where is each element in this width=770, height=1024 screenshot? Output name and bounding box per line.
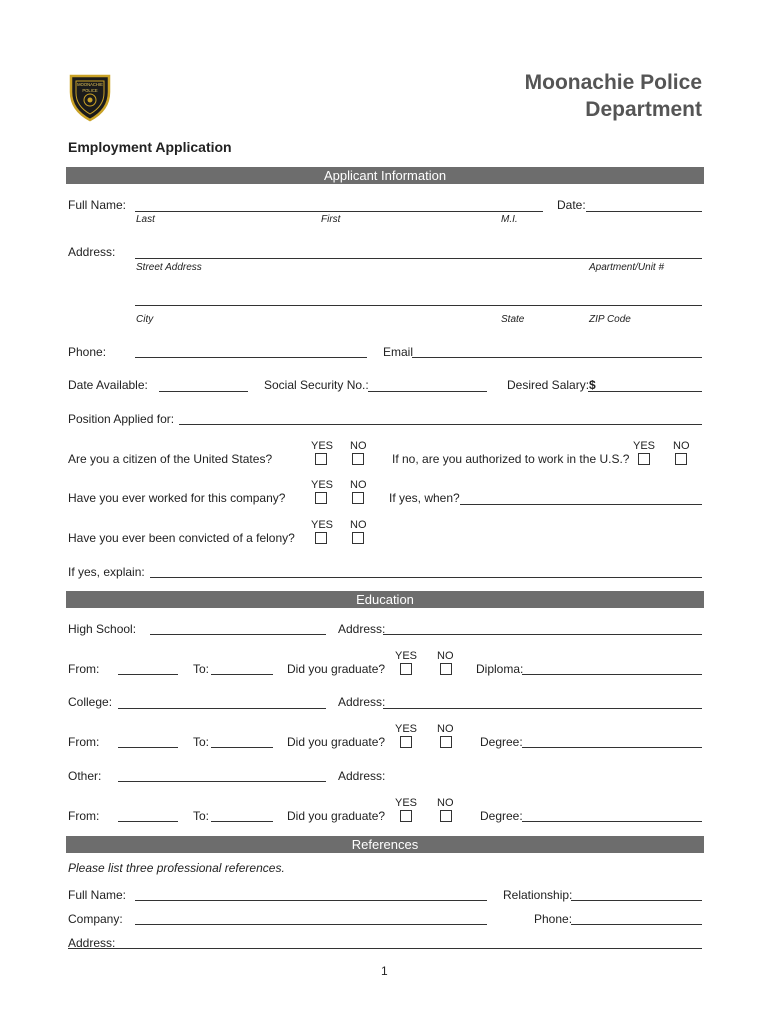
mi-sublabel: M.I. <box>501 214 518 225</box>
felony-yes-label: YES <box>311 519 334 531</box>
department-title-line1: Moonachie Police <box>524 71 702 94</box>
ssn-label: Social Security No.: <box>264 378 369 392</box>
hs-from-field[interactable] <box>118 674 178 675</box>
position-field[interactable] <box>179 424 702 425</box>
hs-to-field[interactable] <box>211 674 273 675</box>
college-graduate-yes-checkbox[interactable] <box>400 736 412 748</box>
college-degree-label: Degree: <box>480 735 523 749</box>
ref-relationship-label: Relationship: <box>503 888 573 902</box>
form-title: Employment Application <box>68 139 232 155</box>
city-state-zip-field[interactable] <box>135 305 702 306</box>
full-name-field[interactable] <box>135 211 543 212</box>
college-to-label: To: <box>193 735 210 749</box>
full-name-label: Full Name: <box>68 198 127 212</box>
other-yes-label: YES <box>395 797 418 809</box>
police-badge-logo <box>68 72 112 122</box>
street-address-field[interactable] <box>135 258 702 259</box>
other-graduate-yes-checkbox[interactable] <box>400 810 412 822</box>
salary-field[interactable] <box>588 391 702 392</box>
high-school-label: High School: <box>68 622 137 636</box>
worked-yes-checkbox[interactable] <box>315 492 327 504</box>
phone-label: Phone: <box>68 345 107 359</box>
college-label: College: <box>68 695 113 709</box>
explain-label: If yes, explain: <box>68 565 145 579</box>
college-yes-label: YES <box>395 723 418 735</box>
college-graduate-question: Did you graduate? <box>287 735 386 749</box>
street-sublabel: Street Address <box>136 262 202 273</box>
ref-address-field[interactable] <box>68 948 702 949</box>
ref-address-label: Address: <box>68 936 116 950</box>
address-label: Address: <box>68 245 116 259</box>
date-available-label: Date Available: <box>68 378 148 392</box>
email-field[interactable] <box>412 357 702 358</box>
explain-field[interactable] <box>150 577 702 578</box>
email-label: Email <box>383 345 414 359</box>
felony-yes-checkbox[interactable] <box>315 532 327 544</box>
references-instruction: Please list three professional references. <box>68 861 285 875</box>
hs-address-field[interactable] <box>383 634 702 635</box>
college-degree-field[interactable] <box>522 747 702 748</box>
felony-question: Have you ever been convicted of a felony? <box>68 531 295 545</box>
worked-no-checkbox[interactable] <box>352 492 364 504</box>
authorized-yes-label: YES <box>633 440 656 452</box>
hs-yes-label: YES <box>395 650 418 662</box>
when-field[interactable] <box>460 504 702 505</box>
hs-graduate-question: Did you graduate? <box>287 662 386 676</box>
other-from-label: From: <box>68 809 100 823</box>
college-to-field[interactable] <box>211 747 273 748</box>
department-title-line2: Department <box>585 98 702 121</box>
phone-field[interactable] <box>135 357 367 358</box>
citizen-yes-label: YES <box>311 440 334 452</box>
ref-relationship-field[interactable] <box>571 900 702 901</box>
other-label: Other: <box>68 769 102 783</box>
hs-from-label: From: <box>68 662 100 676</box>
other-to-field[interactable] <box>211 821 273 822</box>
worked-no-label: NO <box>350 479 367 491</box>
felony-no-label: NO <box>350 519 367 531</box>
city-sublabel: City <box>136 314 154 325</box>
other-to-label: To: <box>193 809 210 823</box>
other-from-field[interactable] <box>118 821 178 822</box>
other-degree-field[interactable] <box>522 821 702 822</box>
college-field[interactable] <box>118 708 326 709</box>
other-no-label: NO <box>437 797 454 809</box>
logo-text-bottom: POLICE <box>82 88 98 93</box>
logo-text-top: MOONACHIE <box>77 82 103 87</box>
other-degree-label: Degree: <box>480 809 523 823</box>
section-header-applicant: Applicant Information <box>66 167 704 184</box>
last-sublabel: Last <box>136 214 155 225</box>
citizen-question: Are you a citizen of the United States? <box>68 452 273 466</box>
ssn-field[interactable] <box>368 391 487 392</box>
other-graduate-question: Did you graduate? <box>287 809 386 823</box>
position-label: Position Applied for: <box>68 412 175 426</box>
authorized-yes-checkbox[interactable] <box>638 453 650 465</box>
salary-label: Desired Salary: <box>507 378 590 392</box>
zip-sublabel: ZIP Code <box>589 314 631 325</box>
other-graduate-no-checkbox[interactable] <box>440 810 452 822</box>
first-sublabel: First <box>321 214 341 225</box>
citizen-yes-checkbox[interactable] <box>315 453 327 465</box>
hs-no-label: NO <box>437 650 454 662</box>
ref-phone-field[interactable] <box>571 924 702 925</box>
college-address-field[interactable] <box>383 708 702 709</box>
authorized-no-checkbox[interactable] <box>675 453 687 465</box>
hs-graduate-yes-checkbox[interactable] <box>400 663 412 675</box>
felony-no-checkbox[interactable] <box>352 532 364 544</box>
date-available-field[interactable] <box>159 391 248 392</box>
college-from-field[interactable] <box>118 747 178 748</box>
college-no-label: NO <box>437 723 454 735</box>
salary-currency: $ <box>589 378 596 392</box>
ref-phone-label: Phone: <box>534 912 573 926</box>
page-number: 1 <box>381 964 388 978</box>
ref-company-label: Company: <box>68 912 123 926</box>
ref-full-name-label: Full Name: <box>68 888 127 902</box>
date-field[interactable] <box>586 211 702 212</box>
diploma-field[interactable] <box>522 674 702 675</box>
authorized-no-label: NO <box>673 440 690 452</box>
college-graduate-no-checkbox[interactable] <box>440 736 452 748</box>
section-header-references: References <box>66 836 704 853</box>
citizen-no-label: NO <box>350 440 367 452</box>
ref-company-field[interactable] <box>135 924 487 925</box>
state-sublabel: State <box>501 314 525 325</box>
hs-to-label: To: <box>193 662 210 676</box>
ref-full-name-field[interactable] <box>135 900 487 901</box>
hs-address-label: Address: <box>338 622 386 636</box>
other-field[interactable] <box>118 781 326 782</box>
college-from-label: From: <box>68 735 100 749</box>
authorized-question: If no, are you authorized to work in the U.S.? <box>392 452 630 466</box>
section-header-education: Education <box>66 591 704 608</box>
college-address-label: Address: <box>338 695 386 709</box>
worked-question: Have you ever worked for this company? <box>68 491 286 505</box>
worked-yes-label: YES <box>311 479 334 491</box>
citizen-no-checkbox[interactable] <box>352 453 364 465</box>
high-school-field[interactable] <box>150 634 326 635</box>
apartment-sublabel: Apartment/Unit # <box>589 262 665 273</box>
other-address-label: Address: <box>338 769 386 783</box>
when-label: If yes, when? <box>389 491 460 505</box>
date-label: Date: <box>557 198 586 212</box>
diploma-label: Diploma: <box>476 662 524 676</box>
hs-graduate-no-checkbox[interactable] <box>440 663 452 675</box>
